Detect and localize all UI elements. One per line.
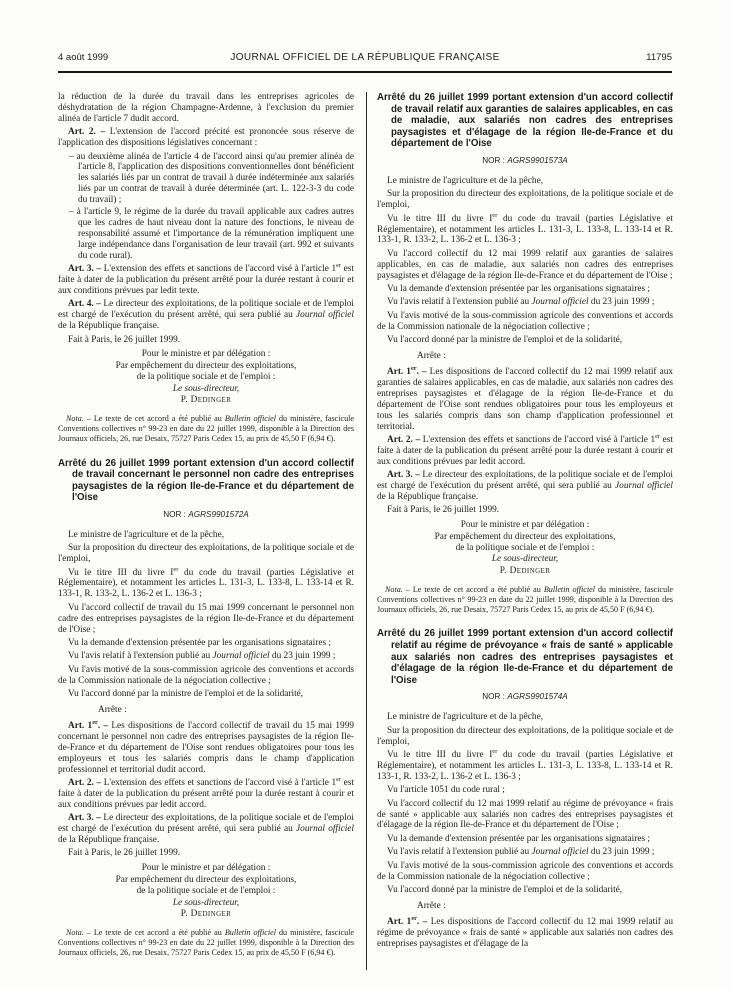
signature-line: P. Dedinger (499, 565, 551, 576)
article-paragraph: Vu la demande d'extension présentée par les organisations signataires ; (387, 833, 650, 844)
article-paragraph: Art. 1er. – Les dispositions de l'accord collectif du 12 mai 1999 relatif au régime de prévoyance « frais de santé » applicable aux salariés non cadres des entreprises paysagistes et d'élagage de la (377, 914, 674, 949)
article-paragraph: Vu la demande d'extension présentée par les organisations signataires ; (68, 638, 331, 649)
article-paragraph: Art. 1er. – Les dispositions de l'accord collectif de travail du 15 mai 1999 concernant le personnel non cadre des entreprises paysagistes de la région Ile-de-France et du département de l'Oise sont rendues obligatoires pour tous les employeurs et tous les salariés compris dans le champ d'application professionnel et territorial dudit accord. (58, 718, 355, 775)
article-paragraph: Vu l'avis relatif à l'extension publié au Journal officiel du 23 juin 1999 ; (68, 651, 336, 662)
arrete-lead-in: Arrête : (98, 705, 127, 716)
signature-line: de la politique sociale et de l'emploi : (136, 886, 276, 897)
article-paragraph: Fait à Paris, le 26 juillet 1999. (68, 848, 181, 859)
signature-block (58, 863, 354, 920)
article-paragraph: Vu l'accord donné par la ministre de l'emploi et de la solidarité, (387, 884, 623, 895)
article-paragraph: Vu l'accord collectif de travail du 15 mai 1999 concernant le personnel non cadre des entreprises paysagistes de la région Ile-de-France et du département de l'Oise ; (58, 602, 354, 635)
nor-code: AGRS9901573A (507, 155, 568, 165)
article-paragraph: Fait à Paris, le 26 juillet 1999. (68, 334, 181, 345)
article-paragraph: Le ministre de l'agriculture et de la pêche, (68, 529, 225, 540)
arrete-title: Arrêté du 26 juillet 1999 portant extension d'un accord collectif de travail relatif aux garanties de salaires applicables, en cas de maladie, aux salariés non cadres des entreprises paysagistes et d'élagage de la région Ile-de-France et du département de l'Oise (377, 92, 673, 150)
signature-line: Pour le ministre et par délégation : (460, 520, 590, 531)
signature-line: P. Dedinger (180, 395, 232, 406)
column-left (58, 92, 354, 959)
article-paragraph: Sur la proposition du directeur des exploitations, de la politique sociale et de l'emploi, (377, 725, 673, 747)
article-paragraph: Sur la proposition du directeur des exploitations, de la politique sociale et de l'emploi, (58, 543, 354, 565)
article-paragraph: Sur la proposition du directeur des exploitations, de la politique sociale et de l'emploi, (377, 189, 673, 211)
signature-block (377, 520, 673, 577)
article-paragraph: Vu l'accord collectif du 12 mai 1999 relatif aux garanties de salaires applicables, en cas de maladie, aux salariés non cadres des entreprises paysagistes et d'élagage de la région Ile-de-France et du département de l'Oise ; (377, 248, 673, 281)
nor-code: AGRS9901574A (507, 692, 568, 702)
article-paragraph: Vu le titre III du livre Ier du code du travail (parties Législative et Réglementaire), et notamment les articles L. 131-3, L. 133-8, L. 133-14 et R. 133-1, R. 133-2, L. 136-2 et L. 136-3 ; (377, 211, 673, 246)
arrete-lead-in: Arrête : (417, 351, 446, 362)
nor-line: NOR : AGRS9901574A (482, 692, 568, 702)
signature-line: Le sous-directeur, (491, 554, 559, 565)
signature-line: Pour le ministre et par délégation : (141, 863, 271, 874)
article-paragraph: Art. 3. – L'extension des effets et sanctions de l'accord visé à l'article 1er est faite à dater de la publication du présent arrêté pour la durée restant à courir et aux conditions prévues par ledit texte. (58, 262, 354, 296)
journal-header (58, 52, 672, 63)
nota-paragraph: Nota. – Le texte de cet accord a été publié au Bulletin officiel du ministère, fascicule Conventions collectives n° 99-23 en date du 22 juillet 1999, disponible à la Direction des Journaux officiels, 26, rue Desaix, 75727 Paris Cedex 15, au prix de 45,50 F (6,94 €). (58, 414, 354, 443)
header-page-number: 11795 (646, 52, 672, 63)
signature-line: Le sous-directeur, (172, 383, 240, 394)
article-paragraph: Art. 2. – L'extension des effets et sanctions de l'accord visé à l'article 1er est faite à dater de la publication du présent arrêté pour la durée restant à courir et aux conditions prévues par ledit accord. (58, 775, 354, 810)
nota-paragraph: Nota. – Le texte de cet accord a été publié au Bulletin officiel du ministère, fascicule Conventions collectives n° 99-23 en date du 22 juillet 1999, disponible à la Direction des Journaux officiels, 26, rue Desaix, 75727 Paris Cedex 15, au prix de 45,50 F (6,94 €). (58, 928, 354, 957)
article-paragraph: Vu l'avis motivé de la sous-commission agricole des conventions et accords de la Commission nationale de la négociation collective ; (377, 310, 673, 332)
column-right (377, 92, 673, 952)
signature-line: Par empêchement du directeur des exploitations, (434, 531, 616, 542)
article-paragraph: Art. 4. – Le directeur des exploitations, de la politique sociale et de l'emploi est chargé de l'exécution du présent arrêté, qui sera publié au Journal officiel de la République française. (58, 299, 355, 332)
arrete-title: Arrêté du 26 juillet 1999 portant extension d'un accord collectif relatif au régime de prévoyance « frais de santé » applicable aux salariés non cadres des entreprises paysagistes et d'élagage de la région Ile-de-France et du département de l'Oise (377, 628, 673, 686)
article-paragraph: Vu l'article 1051 du code rural ; (387, 785, 505, 796)
article-paragraph: Vu la demande d'extension présentée par les organisations signataires ; (387, 284, 650, 295)
article-paragraph: Vu l'avis motivé de la sous-commission agricole des conventions et accords de la Commission nationale de la négociation collective ; (377, 860, 673, 882)
article-paragraph: Vu l'accord collectif du 12 mai 1999 relatif au régime de prévoyance « frais de santé » applicable aux salariés non cadres des entreprises paysagistes et d'élagage de la région Ile-de-France et du département de l'Oise ; (377, 798, 673, 831)
header-date: 4 août 1999 (58, 52, 109, 63)
continuation-paragraph: la réduction de la durée du travail dans les entreprises agricoles de déshydratation de la région Champagne-Ardenne, à l'exclusion du premier alinéa de l'article 7 dudit accord. (58, 92, 354, 124)
article-paragraph: Art. 1er. – Les dispositions de l'accord collectif du 12 mai 1999 relatif aux garanties de salaires applicables, en cas de maladie, aux salariés non cadres des entreprises paysagistes et d'élagage de la région Ile-de-France et du département de l'Oise sont rendues obligatoires pour tous les employeurs et tous les salariés compris dans son champ d'application professionnel et territorial. (377, 364, 673, 432)
nor-line: NOR : AGRS9901573A (482, 155, 568, 165)
signature-line: Le sous-directeur, (172, 897, 240, 908)
signature-line: Par empêchement du directeur des exploitations, (115, 360, 297, 371)
arrete-title: Arrêté du 26 juillet 1999 portant extension d'un accord collectif de travail concernant le personnel non cadre des entreprises paysagistes de la région Ile-de-France et du département de l'Oise (58, 457, 354, 504)
header-title: JOURNAL OFFICIEL DE LA RÉPUBLIQUE FRANÇAISE (230, 52, 500, 63)
article-paragraph: Le ministre de l'agriculture et de la pêche, (387, 175, 544, 186)
column-divider (366, 92, 367, 970)
article-paragraph: Vu l'avis relatif à l'extension publié au Journal officiel du 23 juin 1999 ; (387, 847, 655, 858)
nota-paragraph: Nota. – Le texte de cet accord a été publié au Bulletin officiel du ministère, fascicule Conventions collectives n° 99-23 en date du 22 juillet 1999, disponible à la Direction des Journaux officiels, 26, rue Desaix, 75727 Paris Cedex 15, au prix de 45,50 F (6,94 €). (377, 585, 673, 614)
article-paragraph: Le ministre de l'agriculture et de la pêche, (387, 712, 544, 723)
article-paragraph: Vu le titre III du livre Ier du code du travail (parties Législative et Réglementaire), et notamment les articles L. 131-3, L. 133-8, L. 133-14 et R. 133-1, R. 133-2, L. 136-2 et L. 136-3 ; (58, 565, 354, 600)
article-paragraph: Vu l'avis relatif à l'extension publié au Journal officiel du 23 juin 1999 ; (387, 297, 655, 308)
article-paragraph: Vu l'accord donné par la ministre de l'emploi et de la solidarité, (387, 335, 623, 346)
header-rule (58, 71, 672, 73)
article-paragraph: Vu l'accord donné par la ministre de l'emploi et de la solidarité, (68, 689, 304, 700)
nor-line: NOR : AGRS9901572A (163, 509, 249, 519)
signature-line: Par empêchement du directeur des exploitations, (115, 874, 297, 885)
article-paragraph: Art. 2. – L'extension de l'accord précité est prononcée sous réserve de l'application des dispositions législatives concernant : (58, 127, 354, 149)
article-paragraph: Art. 3. – Le directeur des exploitations, de la politique sociale et de l'emploi est chargé de l'exécution du présent arrêté, qui sera publié au Journal officiel de la République française. (377, 470, 674, 502)
list-item-dash: – au deuxième alinéa de l'article 4 de l'accord ainsi qu'au premier alinéa de l'article 8, l'application des dispositions conventionnelles dont bénéficient les salariés liés par un contrat de travail à durée indéterminée aux salariés liés par un contrat de travail à durée déterminée (art. L. 122-3-3 du code du travail) ; (69, 151, 354, 206)
article-paragraph: Vu le titre III du livre Ier du code du travail (parties Législative et Réglementaire), et notamment les articles L. 131-3, L. 133-8, L. 133-14 et R. 133-1, R. 133-2, L. 136-2 et L. 136-3 ; (377, 747, 673, 782)
list-item-dash: – à l'article 9, le régime de la durée du travail applicable aux cadres autres que les cadres de haut niveau dont la nature des fonctions, le niveau de responsabilité assumé et l'importance de la rémunération impliquent une large indépendance dans l'organisation de leur travail (art. 992 et suivants du code rural). (69, 207, 354, 261)
signature-line: de la politique sociale et de l'emploi : (455, 543, 595, 554)
signature-line: Pour le ministre et par délégation : (141, 349, 271, 360)
article-paragraph: Vu l'avis motivé de la sous-commission agricole des conventions et accords de la Commission nationale de la négociation collective ; (58, 664, 354, 686)
signature-line: de la politique sociale et de l'emploi : (136, 372, 276, 383)
arrete-lead-in: Arrête : (417, 900, 446, 911)
article-paragraph: Art. 3. – Le directeur des exploitations, de la politique sociale et de l'emploi est chargé de l'exécution du présent arrêté, qui sera publié au Journal officiel de la République française. (58, 813, 355, 846)
article-paragraph: Fait à Paris, le 26 juillet 1999. (387, 505, 500, 516)
signature-block (58, 349, 354, 406)
nor-code: AGRS9901572A (188, 509, 249, 519)
article-paragraph: Art. 2. – L'extension des effets et sanctions de l'accord visé à l'article 1er est faite à dater de la publication du présent arrêté pour la durée restant à courir et aux conditions prévues par ledit accord. (377, 432, 673, 467)
signature-line: P. Dedinger (180, 908, 232, 919)
